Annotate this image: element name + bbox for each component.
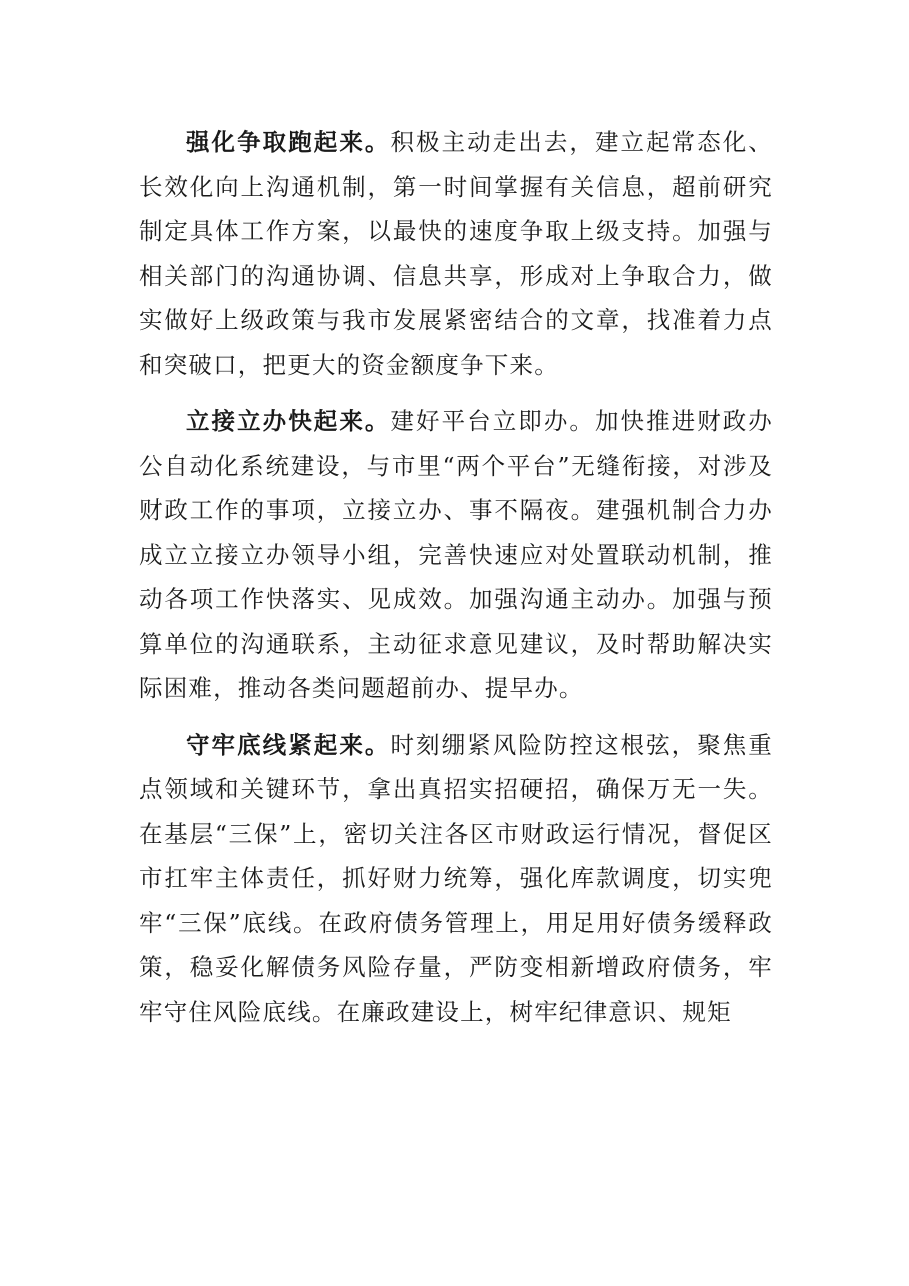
paragraph-lead-heading: 立接立办快起来。: [186, 407, 391, 435]
paragraph-lead-heading: 守牢底线紧起来。: [186, 730, 391, 759]
document-body: [139, 120, 773, 1046]
paragraph-strengthen-striving: [139, 120, 773, 387]
paragraph-immediate-handling: [139, 399, 773, 711]
paragraph-lead-heading: 强化争取跑起来。: [186, 128, 391, 156]
paragraph-body-text: 建好平台立即办。加快推进财政办公自动化系统建设，与市里“两个平台”无缝衔接，对涉及财政工作的事项，立接立办、事不隔夜。建强机制合力办成立立接立办领导小组，完善快速应对处置联动机制，推动各项工作快落实、见成效。加强沟通主动办。加强与预算单位的沟通联系，主动征求意见建议，及时帮助解决实际困难，推动各类问题超前办、提早办。: [139, 407, 774, 702]
paragraph-body-text: 时刻绷紧风险防控这根弦，聚焦重点领域和关键环节，拿出真招实招硬招，确保万无一失。在基层“三保”上，密切关注各区市财政运行情况，督促区市扛牢主体责任，抓好财力统筹，强化库款调度，切实兜牢“三保”底线。在政府债务管理上，用足用好债务缓释政策，稳妥化解债务风险存量，严防变相新增政府债务，牢牢守住风险底线。在廉政建设上，树牢纪律意识、规矩: [139, 730, 774, 1026]
paragraph-bottom-line: [139, 723, 773, 1035]
paragraph-body-text: 积极主动走出去，建立起常态化、长效化向上沟通机制，第一时间掌握有关信息，超前研究制定具体工作方案，以最快的速度争取上级支持。加强与相关部门的沟通协调、信息共享，形成对上争取合力，做实做好上级政策与我市发展紧密结合的文章，找准着力点和突破口，把更大的资金额度争下来。: [139, 128, 774, 379]
